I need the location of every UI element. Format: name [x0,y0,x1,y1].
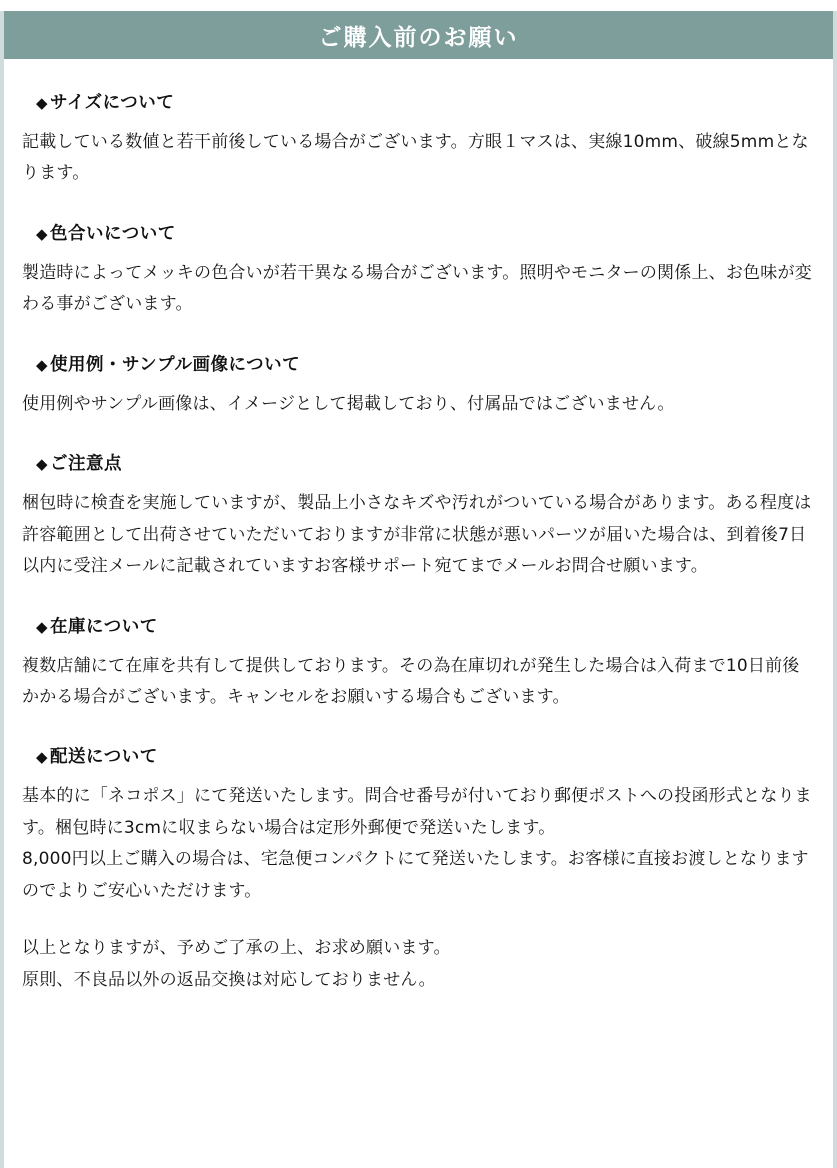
section-heading-sample-images [36,351,815,376]
section-body-color [22,258,815,321]
section-color [22,220,815,321]
bottom-spacer [22,996,815,1012]
paragraph: 製造時によってメッキの色合いが若干異なる場合がございます。照明やモニターの関係上、お色味が変わる事がございます。 [22,262,812,315]
diamond-bullet-icon: ◆ [36,224,49,243]
notice-page [0,11,837,1168]
section-cautions [22,450,815,582]
diamond-bullet-icon: ◆ [36,94,49,112]
section-heading-text: 使用例・サンプル画像について [50,354,301,375]
page-title: ご購入前のお願い [318,24,519,51]
footer-line: 原則、不良品以外の返品交換は対応しておりません。 [22,969,436,990]
section-heading-cautions [36,450,815,475]
section-heading-text: サイズについて [50,93,175,113]
paragraph: 複数店舗にて在庫を共有して提供しております。その為在庫切れが発生した場合は入荷まで10日前後かかる場合がございます。キャンセルをお願いする場合もございます。 [22,655,800,707]
footer-note [22,933,815,996]
section-heading-color [36,220,815,245]
section-body-shipping [22,781,815,907]
paragraph: 記載している数値と若干前後している場合がございます。方眼１マスは、実線10mm、破線5mmとなります。 [22,132,809,184]
section-shipping [22,743,815,907]
diamond-bullet-icon: ◆ [36,455,49,474]
section-heading-text: 在庫について [50,616,158,637]
page-header-band [4,11,833,59]
section-body-sample-images [22,389,815,420]
section-heading-text: 配送について [50,747,158,768]
section-heading-stock [36,613,815,638]
left-border-rule [0,11,4,1168]
section-heading-size [36,89,815,114]
section-body-size [22,127,815,190]
paragraph: 基本的に「ネコポス」にて発送いたします。問合せ番号が付いており郵便ポストへの投函形式となります。梱包時に3cmに収まらない場合は定形外郵便で発送いたします。 [22,786,812,838]
diamond-bullet-icon: ◆ [36,617,49,636]
notice-content [0,89,837,1012]
section-heading-shipping [36,743,815,768]
diamond-bullet-icon: ◆ [36,748,49,767]
diamond-bullet-icon: ◆ [36,355,49,374]
section-heading-text: ご注意点 [50,454,123,475]
footer-line: 以上となりますが、予めご了承の上、お求め願います。 [22,938,451,959]
section-body-stock [22,651,815,714]
section-sample-images [22,351,815,420]
section-body-cautions [22,488,815,582]
right-border-rule [833,11,837,1168]
paragraph: 梱包時に検査を実施していますが、製品上小さなキズや汚れがついている場合があります。ある程度は許容範囲として出荷させていただいておりますが非常に状態が悪いパーツが届いた場合は、到着後7日以内に受注メールに記載されていますお客様サポート宛てまでメールお問合せ願います。 [22,493,812,577]
paragraph: 8,000円以上ご購入の場合は、宅急便コンパクトにて発送いたします。お客様に直接お渡しとなりますのでよりご安心いただけます。 [22,849,809,901]
section-size [22,89,815,190]
section-heading-text: 色合いについて [50,223,176,244]
section-stock [22,613,815,714]
paragraph: 使用例やサンプル画像は、イメージとして掲載しており、付属品ではございません。 [22,393,675,414]
